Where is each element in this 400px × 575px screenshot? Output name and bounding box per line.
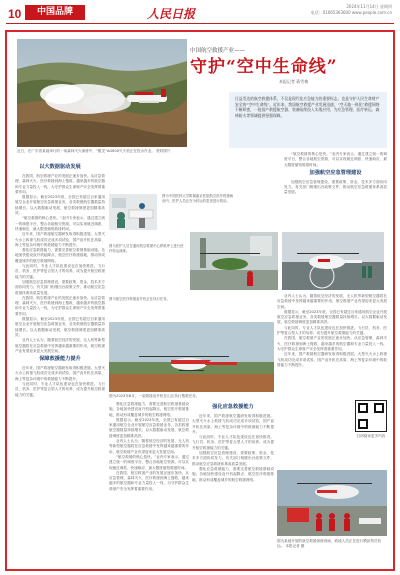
masthead-logo: 人民日报 [147,7,196,21]
body-paragraph: 业内人士认为，随着低空经济的发展，无人机等新型航空器将在应急救援中发挥越来越重要的作用，航空救援产业有望迎来更大发展空间。 [109,439,189,454]
body-paragraph: “航空救援的核心是快。”业内专家表示，通过建立统一的调度平台，整合各地航空资源，可以实现就近调派、快速响应，最大限度缩短救援时间。 [109,454,189,470]
body-paragraph: 近年来，国产救援航空器研发取得积极进展。大型灭火水上救援飞机成功完成多项试验，国产直升机在高原、海上等复杂环境中的救援能力不断提升。 [277,352,387,367]
body-paragraph: 与此同时，专业人才队伍建设也在加快推进。飞行员、机务、医护等复合型人才的培养，成为提升航空救援能力的关键。 [15,264,105,279]
body-paragraph: 加强航空应急管理建设，需要政策、资金、技术多方面协同发力。有关部门相继出台政策文件，推动航空应急救援体系高质量发展。 [15,279,105,295]
body-paragraph: 在我国，航空救援产业的发展正逐步加快。从应急管理、森林灭火、医疗救援到海上搜救，越来越多的航空器和专业力量投入一线，为守护群众生命财产安全发挥着重要作用。 [277,336,387,351]
air-helicopter-caption: 图为2023年8月，一架救援直升机在山区执行搜救任务。 [109,394,200,398]
body-paragraph: “航空救援的核心是快。”业内专家表示，通过建立统一的调度平台，整合各地航空资源，可以实现就近调派、快速响应，最大限度缩短救援时间。 [15,216,105,231]
body-paragraph: 强化应急救援能力，需要完善航空救援基础设施。各地加快建设直升机起降点、航空医疗救援基地，推动形成覆盖城乡的航空救援网络。 [109,402,189,417]
body-paragraph: 数据显示，截至2023年底，全国已有超过百家通用航空企业开展航空应急救援业务，各类救援航空器数量持续增长。以大数据驱动发展，航空救援调度更加精准高效。 [277,309,387,325]
body-paragraph: 在我国，航空救援产业的发展正逐步加快。从应急管理、森林灭火、医疗救援到海上搜救，越来越多的航空器和专业力量投入一线，为守护群众生命财产安全发挥着重要作用。 [15,174,105,194]
summary-text: 日益发达的航空救援体系，不仅是现代化应急能力的重要标志，也是守护人民生命财产安全的“空中生命线”。近年来，我国航空救援产业发展迅速，“空天地一体化”救援网络不断织密，一批国产救援航空器、装备陆续投入实战应用，为应急管理、医疗转运、森林防火等领域提供坚强保障。 [235,96,380,118]
dateline-contact: 电话：01065363600 www.people.com.cn [310,10,392,15]
feature-byline: 本报记者 蒋雪梅 [279,79,309,84]
section-heading: 以大数据驱动发展 [39,164,81,170]
drill-caption: 图为某地开展的航空救援演练现场，救援人员正在进行模拟伤员转运。 本报记者 摄 [277,539,382,548]
hero-caption: 近日，在广东省某地举行的一场森林灭火演练中，“鲲龙”AG600灭火机正在投水作业。 资料图片 [17,149,171,153]
page-header [0,0,400,28]
rescue-helicopter-photo [109,322,274,392]
body-paragraph: “航空救援的核心是快。”业内专家表示，通过建立统一的调度平台，整合各地航空资源，可以实现就近调派、快速响应，最大限度缩短救援时间。 [284,152,387,167]
hero-photo [17,39,187,147]
body-paragraph: 近年来，国产救援航空器研发取得积极进展。大型灭火水上救援飞机成功完成多项试验，国产直升机在高原、海上等复杂环境中的救援能力不断提升。 [192,414,274,434]
dateline-date: 2024年11月14日 星期四 [346,4,392,9]
section-heading: 强化应急救援能力 [212,404,254,410]
body-paragraph: 与此同时，专业人才队伍建设也在加快推进。飞行员、机务、医护等复合型人才的培养，成为提升航空救援能力的关键。 [15,381,105,397]
helicopter-green-caption: 图为医护人员在通用航空救援中心停机坪上进行医疗转运演练。 [109,244,184,253]
article-column-1 [15,162,105,560]
helipad-helicopter-photo [282,232,384,290]
body-paragraph: 在我国，航空救援产业的发展正逐步加快。从应急管理、森林灭火、医疗救援到海上搜救，越来越多的航空器和专业力量投入一线，为守护群众生命财产安全发挥着重要作用。 [109,470,189,491]
section-heading: 加强航空应急管理建设 [309,169,362,176]
body-paragraph: 数据显示，截至2023年底，全国已有超过百家通用航空企业开展航空应急救援业务，各类救援航空器数量持续增长。以大数据驱动发展，航空救援调度更加精准高效。 [15,317,105,337]
header-rule [6,23,394,24]
helipad-caption: 图为航空医疗救援直升机正在执行任务。 [109,297,171,301]
section-label: 中国品牌 [25,5,85,20]
drill-photo [277,470,387,536]
dateline [311,4,392,16]
qr-label: 扫码阅读更多内容 [356,434,386,438]
page-number: 10 [8,7,22,21]
article-column-4 [277,294,387,466]
body-paragraph: 强化应急救援能力，需要完善航空救援基础设施。各地加快建设直升机起降点、航空医疗救援基地，推动形成覆盖城乡的航空救援网络。 [15,248,105,263]
article-column-3 [192,402,274,565]
body-paragraph: 数据显示，截至2023年底，全国已有超过百家通用航空企业开展航空应急救援业务，各类救援航空器数量持续增长。以大数据驱动发展，航空救援调度更加精准高效。 [109,417,189,438]
body-paragraph: 业内人士认为，随着低空经济的发展，无人机等新型航空器将在应急救援中发挥越来越重要的作用，航空救援产业有望迎来更大发展空间。 [277,294,387,309]
feature-headline: 守护“空中生命线” [190,57,338,77]
body-paragraph: 强化应急救援能力，需要完善航空救援基础设施。各地加快建设直升机起降点、航空医疗救援基地，推动形成覆盖城乡的航空救援网络。 [192,466,274,482]
body-paragraph: 近年来，国产救援航空器研发取得积极进展。大型灭火水上救援飞机成功完成多项试验，国产直升机在高原、海上等复杂环境中的救援能力不断提升。 [15,232,105,247]
feature-frame [5,30,395,571]
body-paragraph: 业内人士认为，随着低空经济的发展，无人机等新型航空器将在应急救援中发挥越来越重要的作用，航空救援产业有望迎来更大发展空间。 [15,338,105,353]
feature-kicker: 中国航空救援产业—— [190,48,246,54]
summary-box [229,92,387,148]
section-heading: 保障救援能力提升 [39,356,81,363]
body-paragraph: 近年来，国产救援航空器研发取得积极进展。大型灭火水上救援飞机成功完成多项试验，国产直升机在高原、海上等复杂环境中的救援能力不断提升。 [15,366,105,381]
body-paragraph: 与此同时，专业人才队伍建设也在加快推进。飞行员、机务、医护等复合型人才的培养，成为提升航空救援能力的关键。 [277,325,387,336]
body-paragraph: 在我国，航空救援产业的发展正逐步加快。从应急管理、森林灭火、医疗救援到海上搜救，越来越多的航空器和专业力量投入一线，为守护群众生命财产安全发挥着重要作用。 [15,295,105,316]
ward-caption: 图为中国医科大学附属盛京医院航空医疗救援病房内，医护人员正在为转运的患者进行救治。 [162,194,234,203]
article-column-right-top [284,152,387,230]
hospital-ward-photo [109,194,157,230]
body-paragraph: 加强航空应急管理建设，需要政策、资金、技术多方面协同发力。有关部门相继出台政策文件，推动航空应急救援体系高质量发展。 [192,451,274,466]
body-paragraph: 与此同时，专业人才队伍建设也在加快推进。飞行员、机务、医护等复合型人才的培养，成为提升航空救援能力的关键。 [192,435,274,450]
article-column-2 [109,402,189,565]
body-paragraph: 加强航空应急管理建设，需要政策、资金、技术多方面协同发力。有关部门相继出台政策文件，推动航空应急救援体系高质量发展。 [284,179,387,195]
green-helicopter-photo [190,232,278,290]
body-paragraph: 数据显示，截至2023年底，全国已有超过百家通用航空企业开展航空应急救援业务，各类救援航空器数量持续增长。以大数据驱动发展，航空救援调度更加精准高效。 [15,195,105,216]
